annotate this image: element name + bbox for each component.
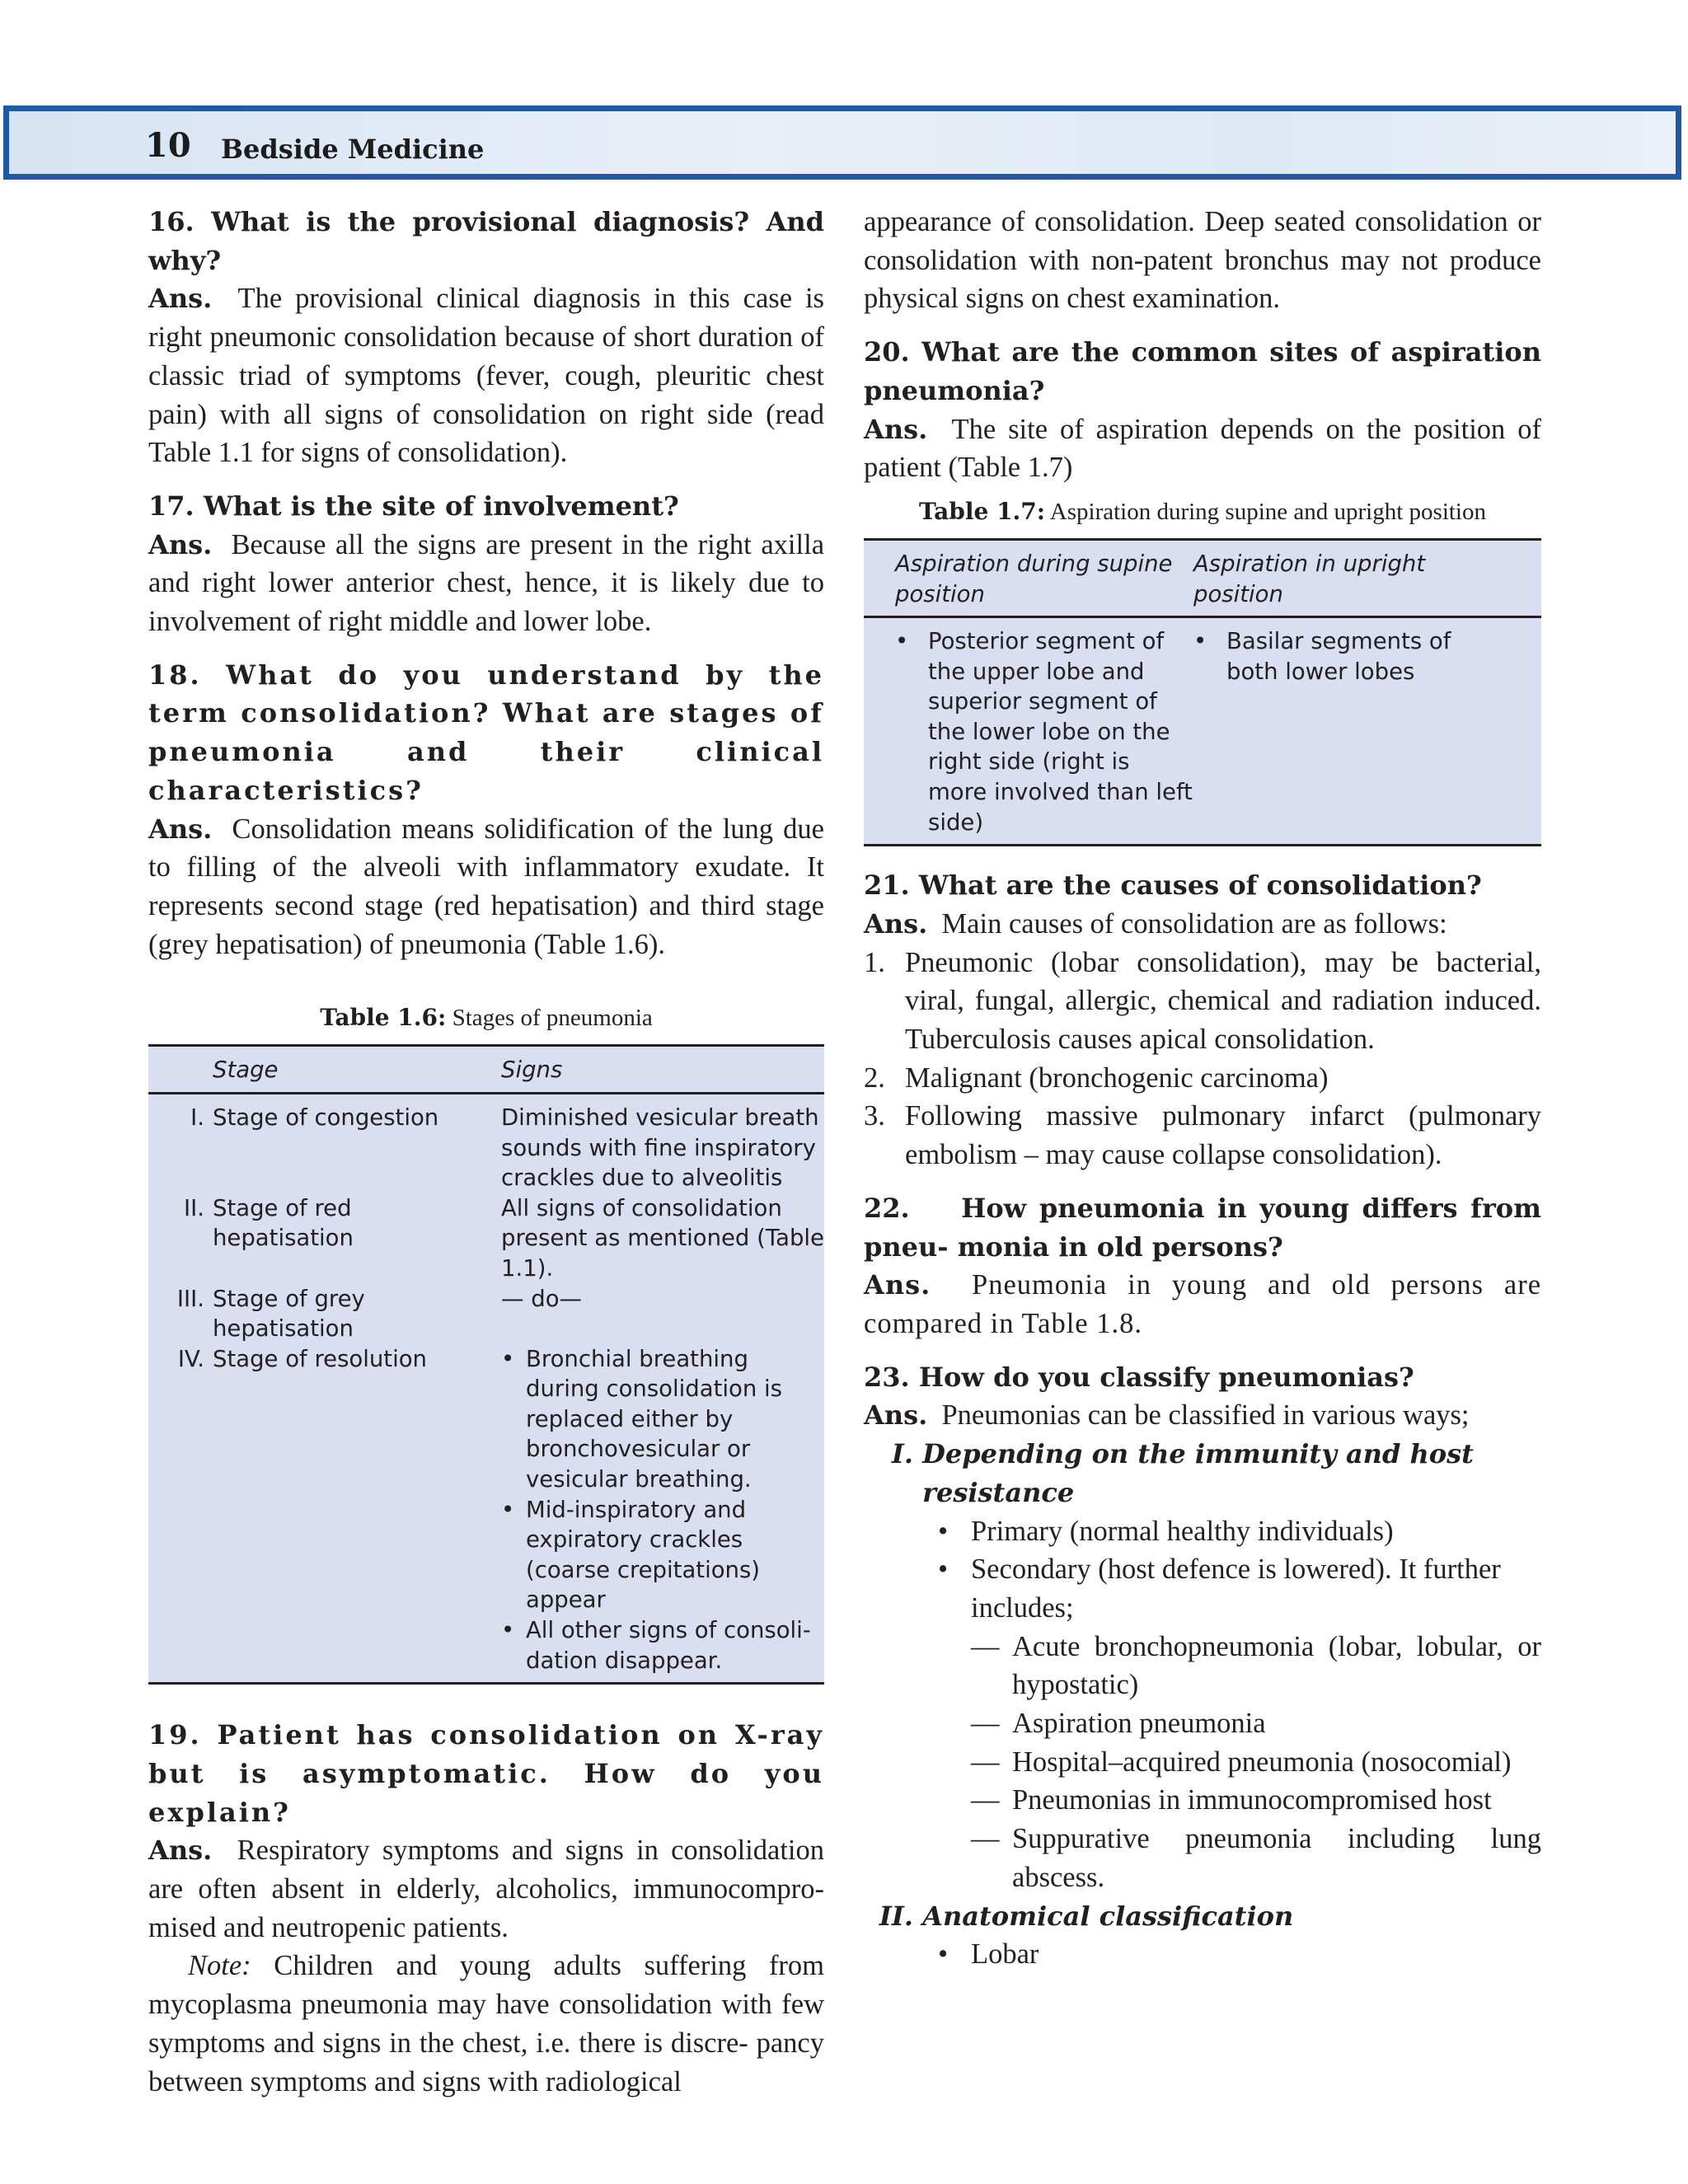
bullet: •: [938, 1515, 949, 1547]
item-text: Malignant (bronchogenic carcinoma): [905, 1062, 1329, 1094]
item-text: Pneumonic (lobar consolidation), may be bacterial, viral, fungal, allergic, chemical and radiation induced. Tuberculosis causes apical consolidation.: [905, 946, 1541, 1056]
table-row: [148, 1103, 824, 1193]
heading-title: Depending on the immunity and host resistance: [922, 1438, 1474, 1508]
table-1-6-caption: [148, 1001, 824, 1034]
question-23: 23. How do you classify pneumonias?: [864, 1361, 1414, 1393]
answer-19: [148, 1831, 824, 1947]
ans-label: Ans.: [148, 1835, 213, 1867]
right-column: [864, 203, 1551, 1974]
upright-sites: Basilar segments of both lower lobes: [1226, 628, 1451, 685]
dash: —: [971, 1630, 1000, 1662]
running-title: Bedside Medicine: [221, 134, 485, 165]
question-17: 17. What is the site of involvement?: [148, 490, 679, 522]
list-item: [938, 1550, 1541, 1627]
sign-item: All other signs of consoli- dation disappear.: [526, 1617, 811, 1674]
heading-title: Anatomical classification: [922, 1900, 1294, 1932]
list-item: [864, 1097, 1541, 1174]
table-1-6-label: Table 1.6:: [320, 1004, 447, 1032]
answer-23-text: Pneumonias can be classified in various ways;: [941, 1399, 1470, 1432]
item-text: Lobar: [971, 1938, 1039, 1971]
question-18: 18. What do you understand by the term consolidation? What are stages of pneumonia and their clinical characteristics?: [148, 658, 824, 806]
dash: —: [971, 1784, 1000, 1816]
sign-item: Bronchial breathing during consolidation is replaced either by bronchovesicular or vesicular breathing.: [526, 1345, 782, 1493]
ans-label: Ans.: [864, 907, 928, 940]
item-number: 3.: [864, 1100, 885, 1132]
item-text: Suppurative pneumonia including lung abscess.: [1012, 1823, 1541, 1893]
list-item: [938, 1935, 1541, 1974]
bullet: •: [938, 1938, 949, 1971]
dash: —: [971, 1708, 1000, 1740]
list-item: [971, 1743, 1541, 1782]
answer-16: [148, 279, 824, 472]
dash: —: [971, 1823, 1000, 1855]
table-1-7-label: Table 1.7:: [919, 497, 1046, 525]
table-1-6-header: [148, 1047, 824, 1094]
answer-20: [864, 410, 1541, 487]
table-1-7-caption: [864, 495, 1541, 528]
ans-label: Ans.: [864, 1399, 928, 1432]
note-text: Children and young adults suffering from mycoplasma pneumonia may have consolidation with few symptoms and signs in the chest, i.e. there is discre- pancy between symptoms and signs with radiological: [148, 1950, 825, 2097]
row-signs: Diminished vesicular breath sounds with fine inspiratory crackles due to alveolitis: [501, 1104, 819, 1192]
bullet: •: [938, 1554, 949, 1586]
item-text: Pneumonias in immunocompromised host: [1012, 1784, 1492, 1816]
answer-17-text: Because all the signs are present in the right axilla and right lower anterior chest, hence, it is likely due to involvement of right middle and lower lobe.: [148, 528, 825, 638]
header-supine: Aspiration during supine position: [895, 550, 1173, 607]
note-label: Note:: [188, 1950, 251, 1982]
classification-heading-1: [864, 1435, 1541, 1511]
table-row: [148, 1344, 824, 1676]
row-signs: — do—: [501, 1285, 583, 1312]
heading-number: I.: [891, 1438, 913, 1470]
question-22: 22. How pneumonia in young differs from pneu- monia in old persons?: [864, 1192, 1551, 1263]
question-20: 20. What are the common sites of aspiration pneumonia?: [864, 336, 1541, 406]
table-row: [864, 618, 1541, 844]
row-number: III.: [176, 1285, 204, 1312]
list-item: [971, 1820, 1541, 1896]
heading-number: II.: [879, 1900, 913, 1932]
table-1-7-title: Aspiration during supine and upright position: [1049, 498, 1486, 525]
supine-sites: Posterior segment of the upper lobe and superior segment of the lower lobe on the right side (right is more involved than left side): [928, 628, 1193, 836]
row-signs: All signs of consolidation present as mentioned (Table 1.1).: [501, 1194, 824, 1282]
ans-label: Ans.: [864, 413, 928, 445]
ans-label: Ans.: [864, 1269, 931, 1301]
header-upright: Aspiration in upright position: [1193, 550, 1426, 607]
table-1-7-header: [864, 541, 1541, 618]
row-number: II.: [184, 1194, 204, 1221]
answer-21: [864, 905, 1541, 944]
header-signs: Signs: [501, 1057, 563, 1084]
bullet: •: [1193, 628, 1207, 655]
answer-18-text: Consolidation means solidification of the lung due to filling of the alveoli with inflammatory exudate. It represents second stage (red hepatisation) and third stage (grey hepatisation) of pneumonia (Table 1.6).: [148, 813, 824, 960]
sign-item: Mid-inspiratory and expiratory crackles (coarse crepitations) appear: [526, 1496, 761, 1614]
bullet: •: [501, 1496, 515, 1523]
list-item: [971, 1628, 1541, 1704]
item-text: Following massive pulmonary infarct (pulmonary embolism – may cause collapse consolidation).: [905, 1100, 1541, 1171]
list-item: [864, 1059, 1541, 1098]
question-21: 21. What are the causes of consolidation?: [864, 869, 1482, 902]
bullet: •: [501, 1617, 515, 1644]
answer-21-text: Main causes of consolidation are as follows:: [941, 907, 1447, 940]
item-text: Acute bronchopneumonia (lobar, lobular, or hypostatic): [1012, 1630, 1541, 1701]
left-column: [148, 203, 824, 2101]
question-16: 16. What is the provisional diagnosis? And why?: [148, 206, 824, 276]
header-stage: Stage: [213, 1057, 279, 1084]
page-number: 10: [145, 126, 191, 165]
answer-19-text: Respiratory symptoms and signs in consolidation are often absent in elderly, alcoholics, immunocompro- mised and neutropenic patients.: [148, 1835, 825, 1943]
continued-paragraph: appearance of consolidation. Deep seated consolidation or consolidation with non-patent bronchus may not produce physical signs on chest examination.: [864, 206, 1541, 315]
row-number: I.: [190, 1104, 204, 1131]
item-text: Primary (normal healthy individuals): [971, 1515, 1394, 1547]
answer-17: [148, 526, 824, 641]
item-text: Hospital–acquired pneumonia (nosocomial): [1012, 1746, 1512, 1778]
supine-cell: [864, 626, 1193, 837]
table-row: [148, 1284, 824, 1344]
bullet: •: [501, 1345, 515, 1372]
note-paragraph: [148, 1947, 824, 2101]
answer-22: [864, 1266, 1541, 1343]
table-row: [148, 1193, 824, 1284]
list-item: [971, 1704, 1541, 1743]
row-number: IV.: [177, 1345, 204, 1372]
row-signs: [501, 1344, 824, 1676]
answer-20-text: The site of aspiration depends on the position of patient (Table 1.7): [864, 413, 1541, 484]
table-1-7: [864, 538, 1541, 846]
table-1-6: [148, 1044, 824, 1685]
upright-cell: [1193, 626, 1507, 837]
row-stage: Stage of red hepatisation: [213, 1194, 354, 1252]
answer-22-text: Pneumonia in young and old persons are compared in Table 1.8.: [864, 1269, 1542, 1339]
list-item: [971, 1781, 1541, 1820]
item-number: 1.: [864, 946, 885, 978]
item-text: Aspiration pneumonia: [1012, 1708, 1266, 1740]
list-item: [864, 944, 1541, 1059]
item-text: Secondary (host defence is lowered). It further includes;: [971, 1554, 1501, 1624]
answer-18: [148, 810, 824, 964]
ans-label: Ans.: [148, 813, 213, 845]
bullet: •: [895, 628, 909, 655]
answer-16-text: The provisional clinical diagnosis in this case is right pneumonic consolidation because of short duration of classic triad of symptoms (fever, cough, pleuritic chest pain) with all signs of consolidation on right side (read Table 1.1 for signs of consolidation).: [148, 283, 824, 469]
row-stage: Stage of congestion: [213, 1104, 439, 1131]
ans-label: Ans.: [148, 283, 213, 315]
list-item: [938, 1512, 1541, 1551]
classification-heading-2: [864, 1897, 1541, 1936]
item-number: 2.: [864, 1062, 885, 1094]
row-stage: Stage of resolution: [213, 1345, 427, 1372]
question-19: 19. Patient has consolidation on X-ray but is asymptomatic. How do you explain?: [148, 1719, 824, 1828]
answer-23: [864, 1396, 1541, 1435]
table-1-6-title: Stages of pneumonia: [452, 1005, 653, 1032]
ans-label: Ans.: [148, 528, 213, 560]
dash: —: [971, 1746, 1000, 1778]
row-stage: Stage of grey hepatisation: [213, 1285, 365, 1343]
